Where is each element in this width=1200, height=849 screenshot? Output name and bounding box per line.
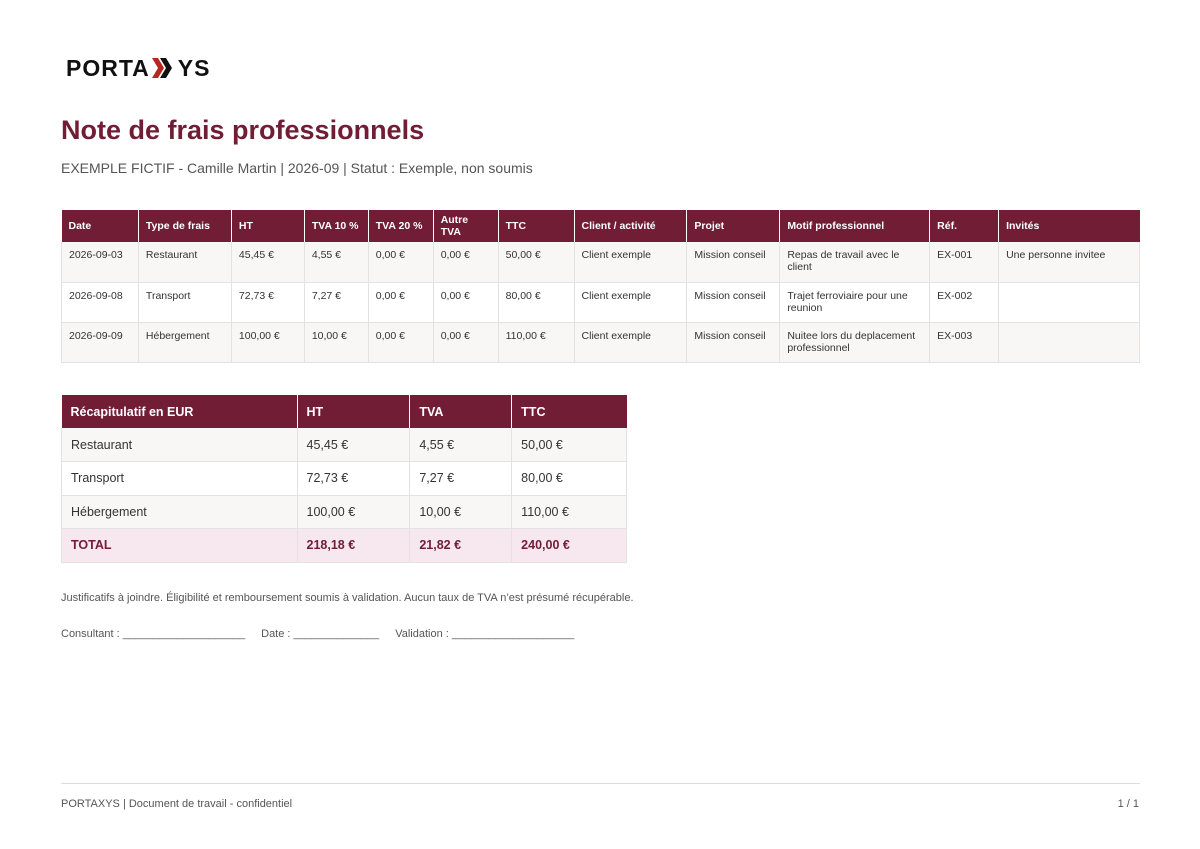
signature-lines	[61, 628, 574, 640]
summary-cell-ttc: 50,00 €	[512, 428, 627, 462]
column-header-other-tva: Autre TVA	[433, 210, 498, 242]
cell-motive: Nuitee lors du deplacement professionnel	[780, 322, 930, 362]
column-header-tva-20: TVA 20 %	[368, 210, 433, 242]
cell-type: Restaurant	[138, 242, 231, 282]
cell-ht: 72,73 €	[231, 282, 304, 322]
column-header-tva-10: TVA 10 %	[304, 210, 368, 242]
summary-cell-tva: 10,00 €	[410, 495, 512, 529]
summary-cell-ht: 45,45 €	[297, 428, 410, 462]
cell-ttc: 110,00 €	[498, 322, 574, 362]
summary-cell-ht: 100,00 €	[297, 495, 410, 529]
logo-text-suffix: YS	[177, 55, 211, 81]
summary-cell-tva: 4,55 €	[410, 428, 512, 462]
date-signature-line: Date : ______________	[261, 628, 380, 640]
summary-cell-category: Restaurant	[62, 428, 298, 462]
cell-ht: 45,45 €	[231, 242, 304, 282]
total-ht: 218,18 €	[297, 529, 410, 563]
summary-cell-category: Hébergement	[62, 495, 298, 529]
cell-project: Mission conseil	[687, 242, 780, 282]
expense-detail-table	[61, 210, 1140, 363]
total-ttc: 240,00 €	[512, 529, 627, 563]
cell-type: Transport	[138, 282, 231, 322]
column-header-guests: Invités	[999, 210, 1140, 242]
cell-tva-20: 0,00 €	[368, 282, 433, 322]
consultant-signature-line: Consultant : ____________________	[61, 628, 246, 640]
column-header-date: Date	[62, 210, 139, 242]
cell-other-tva: 0,00 €	[433, 282, 498, 322]
detail-header-row	[62, 210, 1140, 242]
summary-header-category: Récapitulatif en EUR	[62, 395, 298, 428]
cell-tva-10: 10,00 €	[304, 322, 368, 362]
cell-guests: Une personne invitee	[999, 242, 1140, 282]
disclaimer-note: Justificatifs à joindre. Éligibilité et remboursement soumis à validation. Aucun taux de TVA n’est présumé récupérable.	[61, 592, 634, 604]
summary-header-ht: HT	[297, 395, 410, 428]
summary-row	[62, 495, 627, 529]
total-label: TOTAL	[62, 529, 298, 563]
cell-ref: EX-002	[930, 282, 999, 322]
cell-guests	[999, 322, 1140, 362]
cell-tva-10: 7,27 €	[304, 282, 368, 322]
summary-header-ttc: TTC	[512, 395, 627, 428]
logo-chevron-mark-icon	[151, 57, 177, 79]
validation-signature-line: Validation : ____________________	[395, 628, 575, 640]
summary-header-tva: TVA	[410, 395, 512, 428]
table-row	[62, 322, 1140, 362]
cell-date: 2026-09-03	[62, 242, 139, 282]
cell-project: Mission conseil	[687, 322, 780, 362]
cell-ttc: 50,00 €	[498, 242, 574, 282]
cell-ref: EX-001	[930, 242, 999, 282]
cell-client: Client exemple	[574, 322, 687, 362]
column-header-project: Projet	[687, 210, 780, 242]
column-header-motive: Motif professionnel	[780, 210, 930, 242]
cell-ttc: 80,00 €	[498, 282, 574, 322]
summary-row	[62, 428, 627, 462]
summary-cell-category: Transport	[62, 462, 298, 496]
cell-client: Client exemple	[574, 282, 687, 322]
column-header-ref: Réf.	[930, 210, 999, 242]
footer-divider	[61, 783, 1140, 784]
cell-tva-20: 0,00 €	[368, 322, 433, 362]
summary-cell-ht: 72,73 €	[297, 462, 410, 496]
column-header-ht: HT	[231, 210, 304, 242]
summary-cell-tva: 7,27 €	[410, 462, 512, 496]
cell-tva-20: 0,00 €	[368, 242, 433, 282]
column-header-ttc: TTC	[498, 210, 574, 242]
summary-row	[62, 462, 627, 496]
cell-client: Client exemple	[574, 242, 687, 282]
total-tva: 21,82 €	[410, 529, 512, 563]
company-logo	[66, 56, 210, 80]
table-row	[62, 282, 1140, 322]
cell-ht: 100,00 €	[231, 322, 304, 362]
cell-date: 2026-09-09	[62, 322, 139, 362]
summary-cell-ttc: 80,00 €	[512, 462, 627, 496]
footer-text: PORTAXYS | Document de travail - confidentiel	[61, 798, 293, 810]
cell-motive: Trajet ferroviaire pour une reunion	[780, 282, 930, 322]
cell-ref: EX-003	[930, 322, 999, 362]
cell-guests	[999, 282, 1140, 322]
cell-other-tva: 0,00 €	[433, 322, 498, 362]
cell-other-tva: 0,00 €	[433, 242, 498, 282]
page-subtitle: EXEMPLE FICTIF - Camille Martin | 2026-09 | Statut : Exemple, non soumis	[61, 160, 533, 176]
cell-date: 2026-09-08	[62, 282, 139, 322]
cell-project: Mission conseil	[687, 282, 780, 322]
page-number: 1 / 1	[1117, 798, 1139, 810]
column-header-type: Type de frais	[138, 210, 231, 242]
table-row	[62, 242, 1140, 282]
logo-text-prefix: PORTA	[66, 55, 150, 81]
cell-motive: Repas de travail avec le client	[780, 242, 930, 282]
summary-total-row	[62, 529, 627, 563]
cell-type: Hébergement	[138, 322, 231, 362]
cell-tva-10: 4,55 €	[304, 242, 368, 282]
column-header-client: Client / activité	[574, 210, 687, 242]
summary-cell-ttc: 110,00 €	[512, 495, 627, 529]
page-title: Note de frais professionnels	[61, 115, 425, 145]
summary-header-row	[62, 395, 627, 428]
summary-table	[61, 395, 627, 563]
